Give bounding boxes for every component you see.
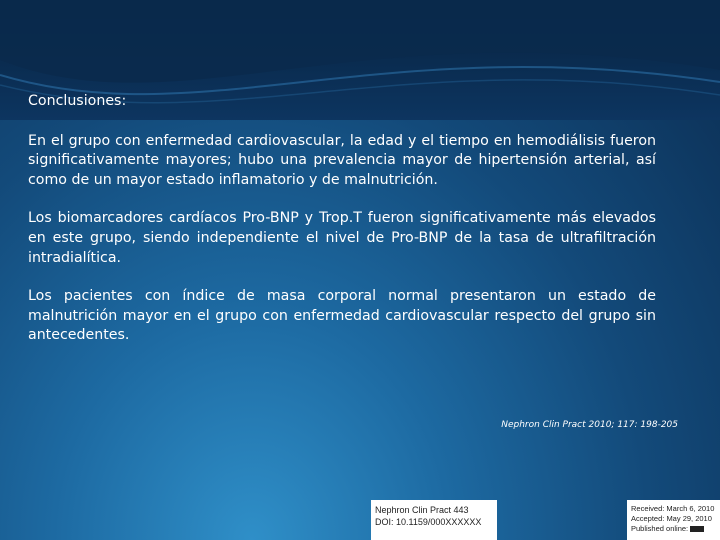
doi-line: DOI: 10.1159/000XXXXXX [375, 517, 482, 527]
published-line [631, 524, 720, 534]
published-label: Published online: [631, 524, 689, 533]
slide-body [28, 92, 656, 365]
conclusion-paragraph-1: En el grupo con enfermedad cardiovascular, la edad y el tiempo en hemodiálisis fueron significativamente mayores; hubo una prevalencia mayor de hipertensión arterial, así como de un mayor estado inflamatorio y de malnutrición. [28, 132, 656, 188]
conclusion-paragraph-2: Los biomarcadores cardíacos Pro-BNP y Trop.T fueron significativamente más elevados en este grupo, siendo independiente el nivel de Pro-BNP de la tasa de ultrafiltración intradialítica. [28, 210, 656, 266]
citation: Nephron Clin Pract 2010; 117: 198-205 [501, 420, 678, 430]
received-date: Received: March 6, 2010 [631, 504, 715, 513]
journal-line: Nephron Clin Pract 443 [375, 505, 469, 515]
journal-info-box [371, 500, 497, 540]
slide-heading: Conclusiones: [28, 93, 127, 109]
conclusion-paragraph-3: Los pacientes con índice de masa corporal normal presentaron un estado de malnutrición mayor en el grupo con enfermedad cardiovascular respecto del grupo sin antecedentes. [28, 288, 656, 344]
accepted-date: Accepted: May 29, 2010 [631, 514, 712, 523]
redacted-block [690, 526, 704, 532]
dates-info-box [627, 500, 720, 540]
